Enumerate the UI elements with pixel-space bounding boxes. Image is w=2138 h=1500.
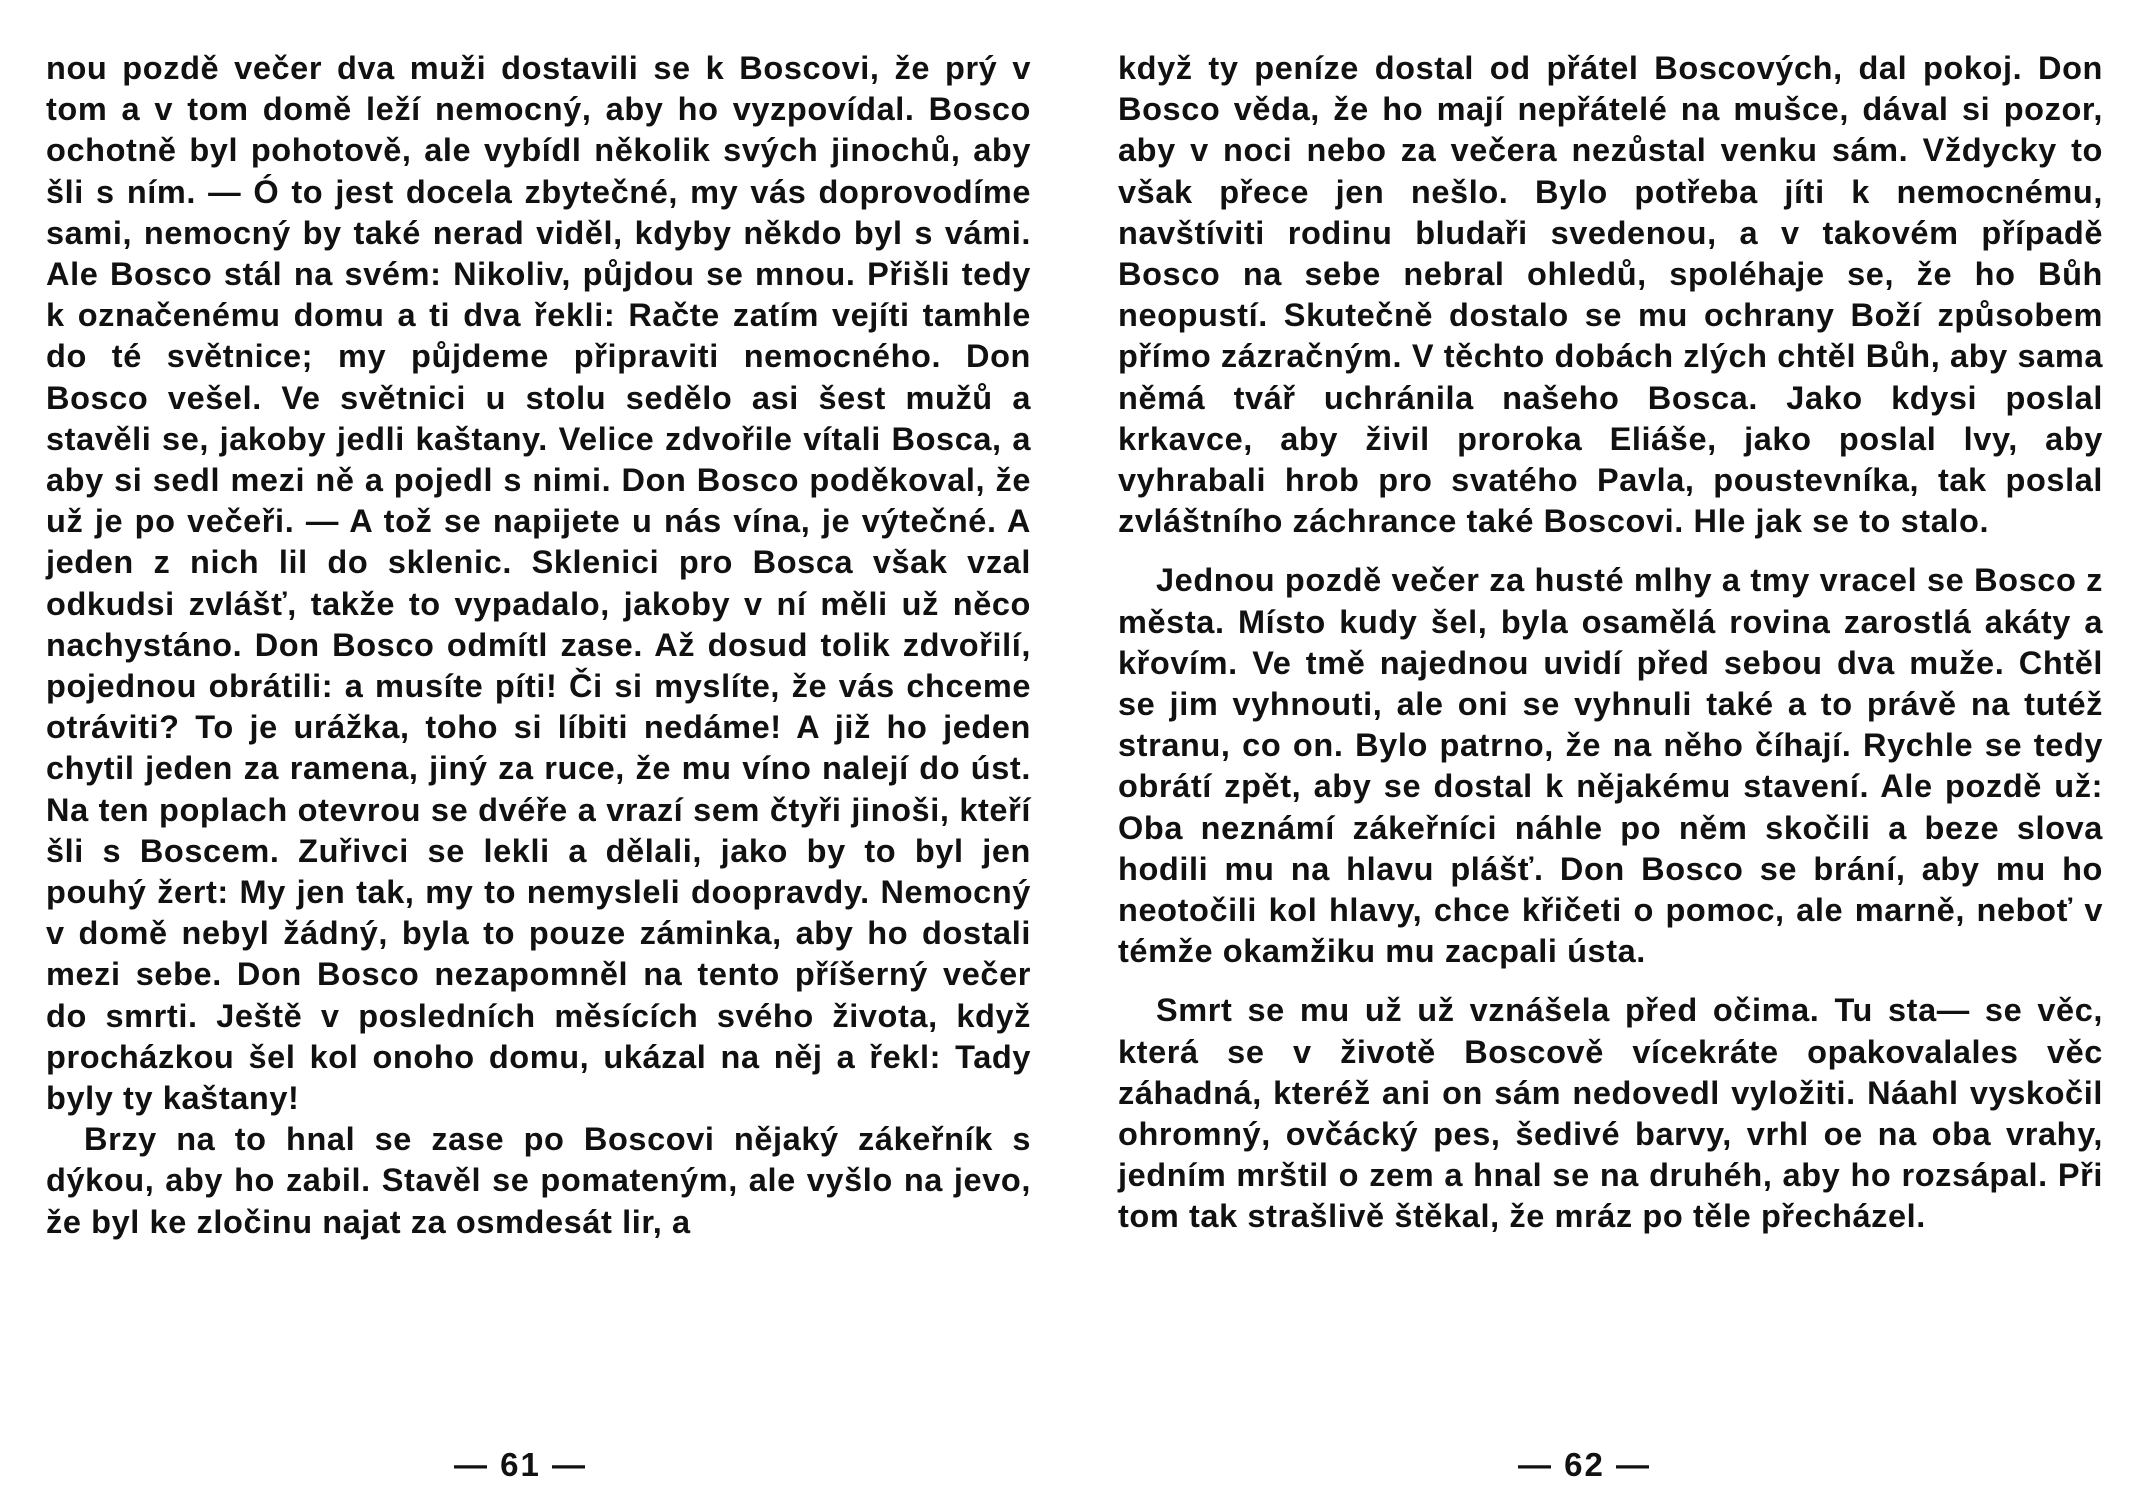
left-paragraph-2: Brzy na to hnal se zase po Boscovi nějaký zákeřník s dýkou, aby ho zabil. Stavěl se pomateným, ale vyšlo na jevo, že byl ke zločinu najat za osmdesát lir, a [46, 1121, 1031, 1240]
right-page [1118, 48, 2103, 1483]
left-page [46, 48, 1031, 1483]
right-paragraph-3: Smrt se mu už už vznášela před očima. Tu sta— se věc, která se v životě Boscově vícekráte opakovalales věc záhadná, kteréž ani on sám nedovedl vyložiti. Náahl vyskočil ohromný, ovčácký pes, šedivé barvy, vrhl oe na oba vrahy, jedním mrštil o zem a hnal se na druhéh, aby ho rozsápal. Při tom tak strašlivě štěkal, že mráz po těle přecházel. [1118, 992, 2103, 1235]
right-paragraph-2: Jednou pozdě večer za husté mlhy a tmy vracel se Bosco z města. Místo kudy šel, byla osamělá rovina zarostlá akáty a křovím. Ve tmě najednou uvidí před sebou dva muže. Chtěl se jim vyhnouti, ale oni se vyhnuli také a to právě na tutéž stranu, co on. Bylo patrno, že na něho číhají. Rychle se tedy obrátí zpět, aby se dostal k nějakému stavení. Ale pozdě už: Oba neznámí zákeřníci náhle po něm skočili a beze slova hodili mu na hlavu plášť. Don Bosco se brání, aby mu ho neotočili kol hlavy, chce křičeti o pomoc, ale marně, neboť v témže okamžiku mu zacpali ústa. [1118, 562, 2103, 970]
page-number-left: — 61 — [453, 1446, 588, 1483]
right-paragraph-1: když ty peníze dostal od přátel Boscových, dal pokoj. Don Bosco věda, že ho mají nepřátelé na mušce, dával si pozor, aby v noci nebo za večera nezůstal venku sám. Vždycky to však přece jen nešlo. Bylo potřeba jíti k nemocnému, navštíviti rodinu bludaři svedenou, a v takovém případě Bosco na sebe nebral ohledů, spoléhaje se, že ho Bůh neopustí. Skutečně dostalo se mu ochrany Boží způsobem přímo zázračným. V těchto dobách zlých chtěl Bůh, aby sama němá tvář uchránila našeho Bosca. Jako kdysi poslal krkavce, aby živil proroka Eliáše, jako poslal lvy, aby vyhrabali hrob pro svatého Pavla, poustevníka, tak poslal zvláštního záchrance také Boscovi. Hle jak se to stalo. [1118, 50, 2103, 540]
page-number-right: — 62 — [1517, 1446, 1652, 1483]
left-paragraph-1: nou pozdě večer dva muži dostavili se k Boscovi, že prý v tom a v tom domě leží nemocný, aby ho vyzpovídal. Bosco ochotně byl pohotově, ale vybídl několik svých jinochů, aby šli s ním. — Ó to jest docela zbytečné, my vás doprovodíme sami, nemocný by také nerad viděl, kdyby někdo byl s vámi. Ale Bosco stál na svém: Nikoliv, půjdou se mnou. Přišli tedy k označenému domu a ti dva řekli: Račte zatím vejíti tamhle do té světnice; my půjdeme připraviti nemocného. Don Bosco vešel. Ve světnici u stolu sedělo asi šest mužů a stavěli se, jakoby jedli kaštany. Velice zdvořile vítali Bosca, a aby si sedl mezi ně a pojedl s nimi. Don Bosco poděkoval, že už je po večeři. — A tož se napijete u nás vína, je výtečné. A jeden z nich lil do sklenic. Sklenici pro Bosca však vzal odkudsi zvlášť, takže to vypadalo, jakoby v ní měli už něco nachystáno. Don Bosco odmítl zase. Až dosud tolik zdvořilí, pojednou obrátili: a musíte píti! Či si myslíte, že vás chceme otráviti? To je urážka, toho si líbiti nedáme! A již ho jeden chytil jeden za ramena, jiný za ruce, že mu víno nalejí do úst. Na ten poplach otevrou se dvéře a vrazí sem čtyři jinoši, kteří šli s Boscem. Zuřivci se lekli a dělali, jako by to byl jen pouhý žert: My jen tak, my to nemysleli doopravdy. Nemocný v domě nebyl žádný, byla to pouze záminka, aby ho dostali mezi sebe. Don Bosco nezapomněl na tento příšerný večer do smrti. Ještě v posledních měsících svého života, když procházkou šel kol onoho domu, ukázal na něj a řekl: Tady byly ty kaštany! [46, 50, 1031, 1117]
